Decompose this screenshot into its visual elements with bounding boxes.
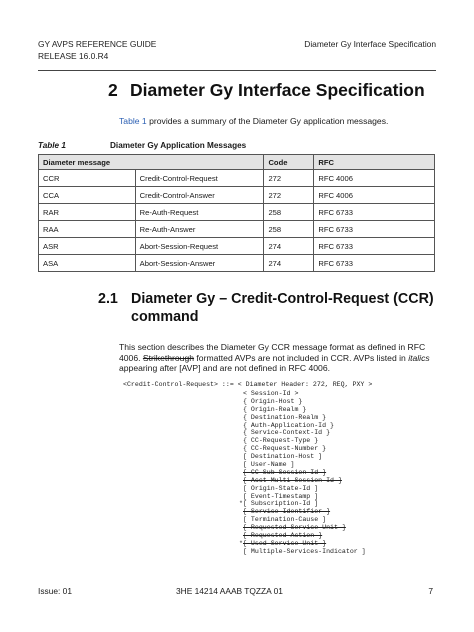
table-caption bbox=[38, 141, 246, 150]
avp-line bbox=[243, 437, 366, 445]
avp-text: [ Event-Timestamp ] bbox=[243, 492, 319, 500]
chapter-heading bbox=[108, 80, 425, 101]
table-row bbox=[39, 221, 435, 238]
description-paragraph bbox=[119, 342, 437, 374]
cell-abbrev: CCR bbox=[39, 170, 136, 187]
avp-text: [ Requested-Action ] bbox=[243, 532, 323, 540]
header-rfc: RFC bbox=[314, 155, 435, 170]
cell-code: 272 bbox=[264, 170, 314, 187]
cell-code: 274 bbox=[264, 255, 314, 272]
avp-line bbox=[243, 414, 366, 422]
avp-line bbox=[239, 539, 366, 548]
cell-rfc: RFC 6733 bbox=[314, 204, 435, 221]
avp-text: { Auth-Application-Id } bbox=[243, 421, 335, 429]
avp-line bbox=[243, 524, 366, 532]
table-1-link[interactable]: Table 1 bbox=[119, 116, 147, 126]
description-part2: formatted AVPs are not included in CCR. AVPs listed in bbox=[194, 352, 409, 363]
section-title-line2: command bbox=[131, 309, 199, 325]
intro-text: provides a summary of the Diameter Gy application messages. bbox=[146, 116, 389, 126]
avp-line bbox=[243, 429, 366, 437]
header-code: Code bbox=[264, 155, 314, 170]
chapter-number: 2 bbox=[108, 80, 118, 100]
avp-text: [ Destination-Host ] bbox=[243, 453, 323, 461]
intro-paragraph bbox=[119, 116, 388, 126]
avp-text: [ User-Name ] bbox=[243, 461, 295, 469]
section-title-line1: Diameter Gy – Credit-Control-Request (CCR) bbox=[131, 291, 434, 307]
avp-line bbox=[243, 461, 366, 469]
cell-rfc: RFC 4006 bbox=[314, 170, 435, 187]
avp-line bbox=[243, 469, 366, 477]
table-row bbox=[39, 170, 435, 187]
avp-line bbox=[243, 406, 366, 414]
header-diameter-message: Diameter message bbox=[39, 155, 264, 170]
avp-line bbox=[239, 500, 366, 508]
avp-line bbox=[243, 477, 366, 485]
cell-code: 258 bbox=[264, 204, 314, 221]
cell-abbrev: ASA bbox=[39, 255, 136, 272]
avp-line bbox=[243, 485, 366, 493]
section-heading bbox=[98, 290, 434, 326]
table-header-row bbox=[39, 155, 435, 170]
avp-line bbox=[243, 548, 366, 556]
cell-message: Abort-Session-Request bbox=[135, 238, 264, 255]
avp-text: { CC-Request-Number } bbox=[243, 445, 327, 453]
cell-code: 274 bbox=[264, 238, 314, 255]
avp-text: [ CC-Sub-Session-Id ] bbox=[243, 468, 327, 476]
table-row bbox=[39, 187, 435, 204]
table-row bbox=[39, 255, 435, 272]
avp-text: [ Service-Identifier ] bbox=[243, 508, 331, 516]
cell-code: 258 bbox=[264, 221, 314, 238]
avp-text: { Origin-Host } bbox=[243, 397, 303, 405]
cell-message: Credit-Control-Answer bbox=[135, 187, 264, 204]
avp-line bbox=[243, 390, 366, 398]
strikethrough-word: Strikethrough bbox=[142, 352, 195, 363]
cell-code: 272 bbox=[264, 187, 314, 204]
avp-text: { CC-Request-Type } bbox=[243, 437, 319, 445]
cell-message: Abort-Session-Answer bbox=[135, 255, 264, 272]
cell-rfc: RFC 6733 bbox=[314, 221, 435, 238]
running-header-section: Diameter Gy Interface Specification bbox=[304, 39, 436, 49]
cell-rfc: RFC 6733 bbox=[314, 238, 435, 255]
cell-rfc: RFC 6733 bbox=[314, 255, 435, 272]
avp-line bbox=[243, 445, 366, 453]
messages-table bbox=[38, 154, 435, 272]
footer-doc-id: 3HE 14214 AAAB TQZZA 01 bbox=[176, 586, 283, 596]
description-part1: This section describes the Diameter Gy CCR message format as defined in RFC 4006. bbox=[119, 342, 426, 363]
avp-text: [ Used-Service-Unit ] bbox=[243, 539, 327, 547]
section-number: 2.1 bbox=[98, 291, 118, 307]
avp-line bbox=[243, 422, 366, 430]
cell-abbrev: ASR bbox=[39, 238, 136, 255]
avp-text: [ Multiple-Services-Indicator ] bbox=[243, 547, 366, 555]
avp-line bbox=[243, 516, 366, 524]
italics-word: italics bbox=[408, 352, 430, 363]
table-row bbox=[39, 204, 435, 221]
avp-text: [ Acct-Multi-Session-Id ] bbox=[243, 476, 342, 484]
running-header-guide: GY AVPS REFERENCE GUIDE bbox=[38, 39, 157, 49]
avp-marker: * bbox=[239, 500, 243, 508]
header-rule bbox=[38, 70, 436, 71]
description-part3: appearing after [AVP] and are not defined in RFC 4006. bbox=[119, 363, 330, 373]
avp-text: { Origin-Realm } bbox=[243, 405, 307, 413]
cell-message: Credit-Control-Request bbox=[135, 170, 264, 187]
table-caption-label: Table 1 bbox=[38, 141, 66, 150]
table-caption-title: Diameter Gy Application Messages bbox=[110, 141, 247, 150]
avp-line bbox=[243, 453, 366, 461]
avp-text: < Session-Id > bbox=[243, 390, 299, 397]
cell-abbrev: RAR bbox=[39, 204, 136, 221]
avp-line bbox=[243, 532, 366, 540]
avp-text: [ Subscription-Id ] bbox=[243, 500, 319, 508]
avp-text: [ Origin-State-Id ] bbox=[243, 484, 319, 492]
avp-text: { Service-Context-Id } bbox=[243, 429, 331, 437]
chapter-title: Diameter Gy Interface Specification bbox=[130, 80, 425, 100]
footer-issue: Issue: 01 bbox=[38, 586, 72, 596]
footer-page-number: 7 bbox=[428, 586, 433, 596]
cell-message: Re-Auth-Answer bbox=[135, 221, 264, 238]
avp-marker: * bbox=[239, 539, 243, 547]
avp-line bbox=[243, 508, 366, 516]
avp-text: { Destination-Realm } bbox=[243, 413, 327, 421]
cell-message: Re-Auth-Request bbox=[135, 204, 264, 221]
avp-text: [ Requested-Service-Unit ] bbox=[243, 524, 346, 532]
avp-line bbox=[243, 398, 366, 406]
avp-line bbox=[243, 493, 366, 501]
ccr-definition: <Credit-Control-Request> ::= < Diameter Header: 272, REQ, PXY > bbox=[123, 381, 373, 388]
table-row bbox=[39, 238, 435, 255]
cell-abbrev: CCA bbox=[39, 187, 136, 204]
avp-text: [ Termination-Cause ] bbox=[243, 516, 327, 524]
avp-list bbox=[239, 390, 366, 556]
cell-rfc: RFC 4006 bbox=[314, 187, 435, 204]
cell-abbrev: RAA bbox=[39, 221, 136, 238]
running-header-release: RELEASE 16.0.R4 bbox=[38, 51, 109, 61]
